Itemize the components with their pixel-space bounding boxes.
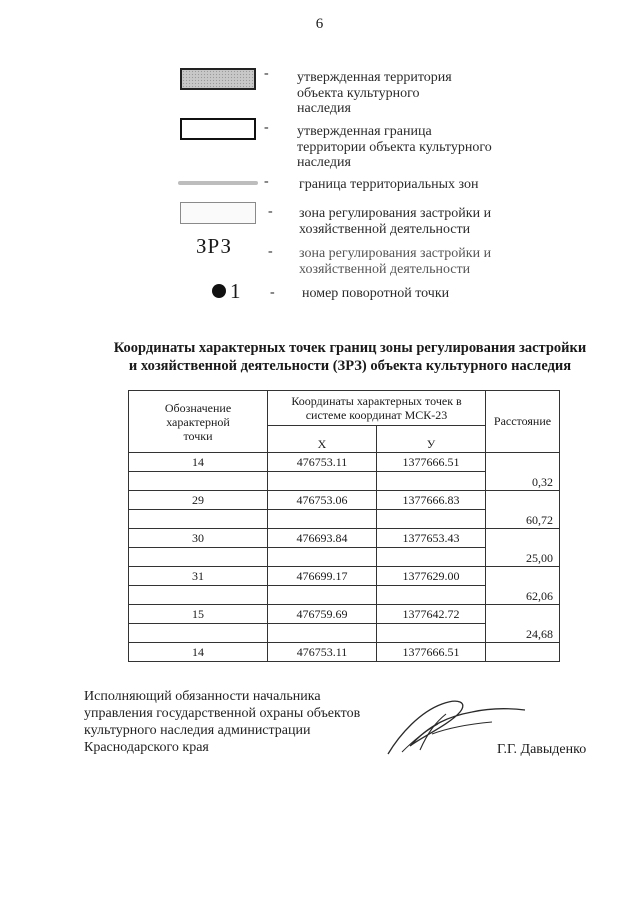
legend-dash: - bbox=[264, 174, 269, 189]
table-row bbox=[129, 529, 560, 548]
point-marker-icon bbox=[212, 284, 226, 298]
point-cell: 14 bbox=[129, 453, 268, 472]
legend-dash: - bbox=[268, 204, 273, 219]
header-line: Координаты характерных точек в bbox=[291, 394, 462, 408]
y-cell: 1377653.43 bbox=[377, 529, 486, 548]
empty-cell bbox=[268, 510, 377, 529]
y-cell: 1377642.72 bbox=[377, 605, 486, 624]
empty-cell bbox=[129, 624, 268, 643]
point-cell: 29 bbox=[129, 491, 268, 510]
table-row bbox=[129, 643, 560, 662]
point-marker-number: 1 bbox=[230, 279, 241, 303]
empty-cell bbox=[377, 624, 486, 643]
header-line: характерной bbox=[166, 414, 230, 429]
empty-cell bbox=[268, 548, 377, 567]
legend-text-point bbox=[302, 286, 449, 302]
point-cell: 15 bbox=[129, 605, 268, 624]
empty-cell bbox=[377, 586, 486, 605]
zone-rect-icon bbox=[180, 202, 256, 224]
legend-text-boundary bbox=[297, 124, 492, 171]
empty-cell bbox=[377, 548, 486, 567]
legend-line: хозяйственной деятельности bbox=[299, 221, 471, 237]
empty-cell bbox=[268, 586, 377, 605]
legend-dash: - bbox=[270, 285, 275, 300]
empty-cell bbox=[268, 472, 377, 491]
header-line: Обозначение bbox=[164, 400, 232, 415]
table-row bbox=[129, 491, 560, 510]
point-cell: 30 bbox=[129, 529, 268, 548]
legend-text-territory bbox=[297, 70, 452, 117]
x-cell: 476753.11 bbox=[268, 643, 377, 662]
legend-dash: - bbox=[264, 120, 269, 135]
page-number: 6 bbox=[315, 16, 324, 32]
legend-text-zrz bbox=[299, 246, 491, 277]
legend-line: граница территориальных зон bbox=[299, 177, 479, 192]
boundary-rect-icon bbox=[180, 118, 256, 140]
empty-cell bbox=[377, 472, 486, 491]
point-cell: 31 bbox=[129, 567, 268, 586]
legend-line: объекта культурного bbox=[297, 85, 420, 101]
legend-line: наследия bbox=[297, 155, 351, 170]
distance-cell: 24,68 bbox=[486, 605, 560, 643]
legend-text-zone-rect bbox=[299, 206, 491, 237]
empty-cell bbox=[486, 643, 560, 662]
header-point bbox=[129, 391, 268, 453]
empty-cell bbox=[129, 548, 268, 567]
signatory-line: Краснодарского края bbox=[84, 740, 209, 755]
zrz-label: ЗРЗ bbox=[196, 234, 232, 258]
x-cell: 476759.69 bbox=[268, 605, 377, 624]
legend-line: зона регулирования застройки и bbox=[299, 246, 492, 261]
legend-text-zone-line bbox=[299, 177, 478, 193]
y-cell: 1377629.00 bbox=[377, 567, 486, 586]
empty-cell bbox=[129, 510, 268, 529]
point-cell: 14 bbox=[129, 643, 268, 662]
legend-dash: - bbox=[268, 244, 273, 259]
table-row bbox=[129, 605, 560, 624]
legend-line: хозяйственной деятельности bbox=[299, 261, 471, 277]
legend-line: зона регулирования застройки и bbox=[299, 206, 492, 221]
x-cell: 476699.17 bbox=[268, 567, 377, 586]
distance-cell: 62,06 bbox=[486, 567, 560, 605]
x-cell: 476753.06 bbox=[268, 491, 377, 510]
header-distance: Расстояние bbox=[486, 391, 560, 453]
legend-line: территории объекта культурного bbox=[297, 139, 492, 155]
x-cell: 476693.84 bbox=[268, 529, 377, 548]
table-row bbox=[129, 567, 560, 586]
y-cell: 1377666.83 bbox=[377, 491, 486, 510]
empty-cell bbox=[377, 510, 486, 529]
signatory-line: Исполняющий обязанности начальника bbox=[84, 689, 321, 704]
empty-cell bbox=[129, 586, 268, 605]
heading-line-1: Координаты характерных точек границ зоны регулирования застройки bbox=[113, 340, 587, 356]
empty-cell bbox=[268, 624, 377, 643]
legend-line: утвержденная граница bbox=[297, 124, 432, 139]
y-cell: 1377666.51 bbox=[377, 643, 486, 662]
legend-line: номер поворотной точки bbox=[302, 286, 450, 301]
coordinates-table bbox=[128, 390, 560, 662]
signatory-line: управления государственной охраны объектов bbox=[84, 706, 361, 721]
signatory-position bbox=[84, 688, 360, 756]
table-row bbox=[129, 453, 560, 472]
distance-cell: 25,00 bbox=[486, 529, 560, 567]
x-cell: 476753.11 bbox=[268, 453, 377, 472]
table-heading bbox=[60, 339, 639, 375]
header-x: X bbox=[268, 426, 377, 453]
zone-line-icon bbox=[178, 181, 258, 185]
signatory-line: культурного наследия администрации bbox=[84, 723, 311, 738]
legend-line: наследия bbox=[297, 101, 351, 116]
y-cell: 1377666.51 bbox=[377, 453, 486, 472]
header-coordinates bbox=[268, 391, 486, 426]
header-line: точки bbox=[183, 428, 213, 443]
filled-rect-icon bbox=[180, 68, 256, 90]
legend-dash: - bbox=[264, 66, 269, 81]
heading-line-2: и хозяйственной деятельности (ЗРЗ) объекта культурного наследия bbox=[128, 358, 572, 374]
header-y: У bbox=[377, 426, 486, 453]
header-line: системе координат МСК-23 bbox=[305, 408, 448, 422]
distance-cell: 0,32 bbox=[486, 453, 560, 491]
empty-cell bbox=[129, 472, 268, 491]
legend-line: утвержденная территория bbox=[297, 70, 452, 85]
signatory-name: Г.Г. Давыденко bbox=[497, 742, 587, 757]
distance-cell: 60,72 bbox=[486, 491, 560, 529]
